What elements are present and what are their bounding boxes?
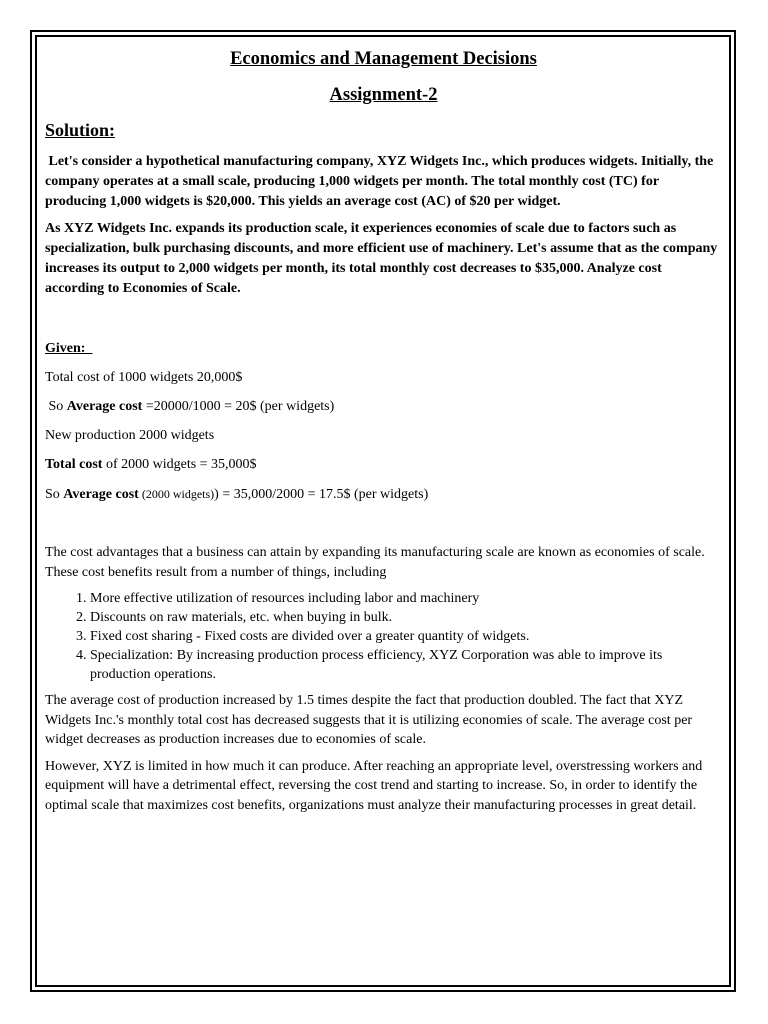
list-item: 4. Specialization: By increasing production process efficiency, XYZ Corporation was able to improve its production operations. — [90, 646, 722, 684]
given-total-cost-1000: Total cost of 1000 widgets 20,000$ — [45, 370, 243, 385]
given-heading: Given: — [45, 341, 86, 356]
conclusion-paragraph-1: The average cost of production increased by 1.5 times despite the fact that production doubled. The fact that XYZ Widgets Inc.'s monthly total cost has decreased suggests that it is utilizing economies of scale. The average cost per widget decreases as production increases due to economies of scale. — [45, 693, 693, 747]
document-content — [45, 46, 722, 815]
given-new-production: New production 2000 widgets — [45, 428, 215, 443]
intro-paragraph-1: Let's consider a hypothetical manufacturing company, XYZ Widgets Inc., which produces widgets. Initially, the company operates at a small scale, producing 1,000 widgets per month. The total monthly cost (TC) for producing 1,000 widgets is $20,000. This yields an average cost (AC) of $20 per widget. — [45, 154, 714, 209]
advantages-list — [45, 589, 722, 684]
list-item: 2. Discounts on raw materials, etc. when buying in bulk. — [90, 608, 722, 627]
advantages-intro: The cost advantages that a business can attain by expanding its manufacturing scale are known as economies of scale. These cost benefits result from a number of things, including — [45, 545, 705, 580]
solution-heading: Solution: — [45, 120, 116, 140]
conclusion-paragraph-2: However, XYZ is limited in how much it can produce. After reaching an appropriate level, overstressing workers and equipment will have a detrimental effect, reversing the cost trend and starting to increase. So, in order to identify the optimal scale that maximizes cost benefits, organizations must analyze their manufacturing processes in great detail. — [45, 758, 703, 813]
list-item: 1. More effective utilization of resources including labor and machinery — [90, 589, 722, 608]
given-total-cost-2000: Total cost of 2000 widgets = 35,000$ — [45, 457, 257, 472]
document-title: Economics and Management Decisions — [230, 49, 537, 69]
given-average-cost-1000: So Average cost =20000/1000 = 20$ (per widgets) — [48, 399, 335, 414]
list-item: 3. Fixed cost sharing - Fixed costs are divided over a greater quantity of widgets. — [90, 627, 722, 646]
intro-paragraph-2: As XYZ Widgets Inc. expands its production scale, it experiences economies of scale due to factors such as specialization, bulk purchasing discounts, and more efficient use of machinery. Let's assume that as the company increases its output to 2,000 widgets per month, its total monthly cost decreases to $35,000. Analyze cost according to Economies of Scale. — [45, 221, 718, 296]
given-average-cost-2000: So Average cost (2000 widgets)) = 35,000/2000 = 17.5$ (per widgets) — [45, 487, 429, 502]
assignment-title: Assignment-2 — [329, 85, 438, 105]
